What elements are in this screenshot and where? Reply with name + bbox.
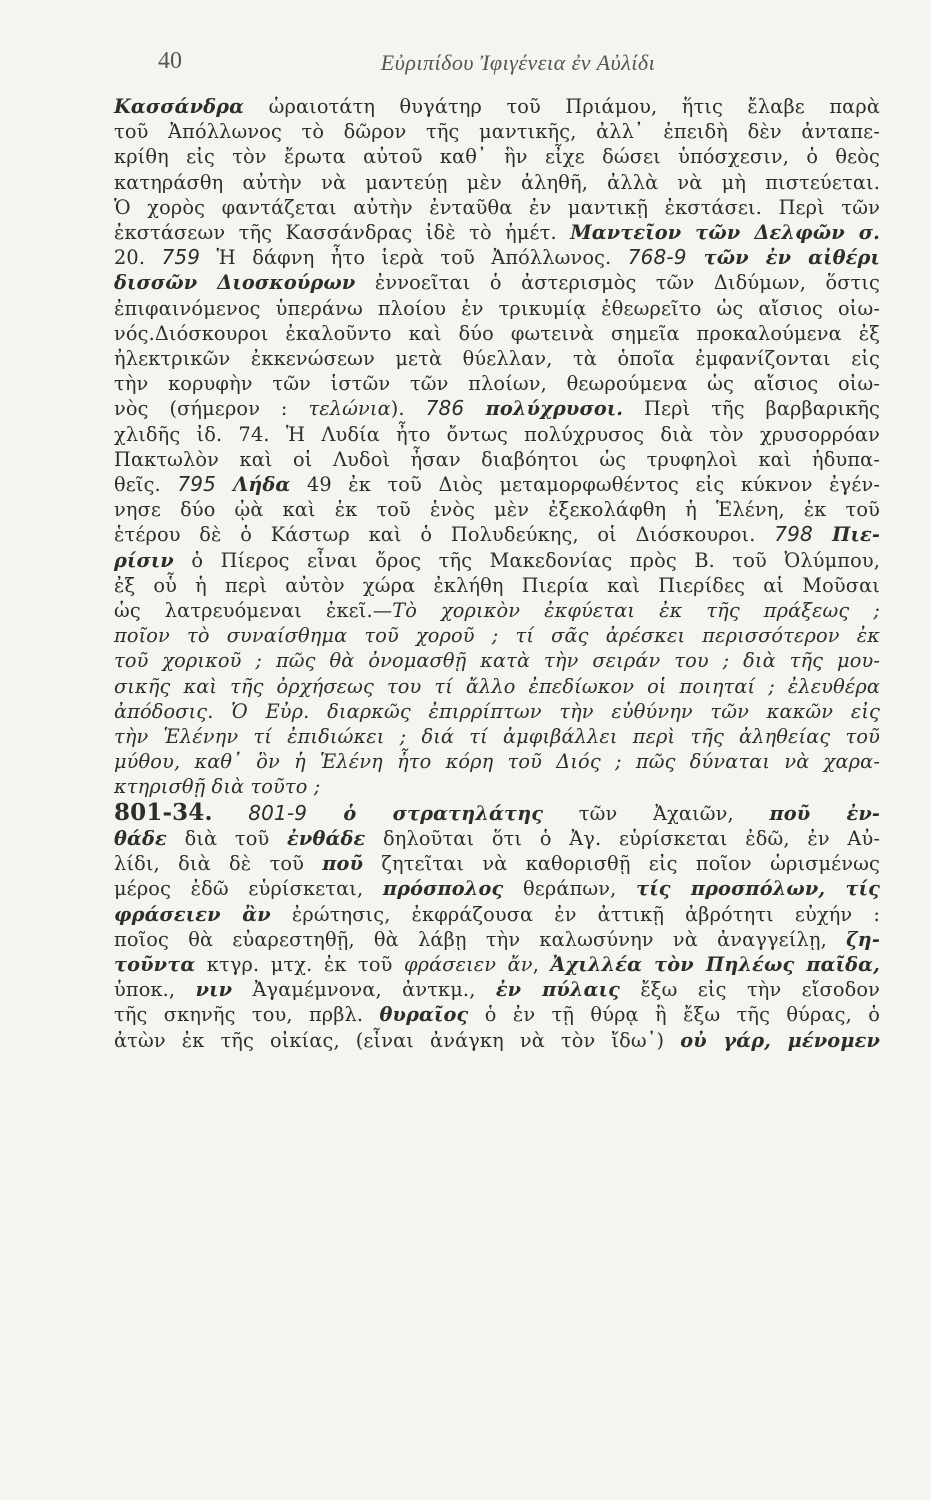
text-run: τῶν Ἀχαιῶν,	[543, 801, 770, 825]
text-run: ,	[532, 952, 551, 976]
text-line	[114, 977, 880, 1002]
text-line	[114, 119, 880, 144]
text-line	[114, 699, 880, 724]
text-run: νός.Διόσκουροι ἐκαλοῦντο καὶ δύο φωτεινὰ σημεῖα προκαλούμενα ἐξ	[114, 321, 880, 345]
text-run: ὁ στρατηλάτης	[307, 801, 544, 825]
text-run: ἐννοεῖται ὁ ἀστερισμὸς τῶν Διδύμων, ὅστις	[355, 271, 880, 295]
text-line	[114, 902, 880, 927]
text-line	[114, 245, 880, 270]
text-run: τὴν κορυφὴν τῶν ἱστῶν τῶν πλοίων, θεωρούμενα ὡς αἴσιος οἰω-	[114, 372, 880, 396]
text-run: Ἀγαμέμνονα, ἀντκμ.,	[232, 978, 496, 1002]
text-line	[114, 648, 880, 673]
text-run: ἠλεκτρικῶν ἐκκενώσεων μετὰ θύελλαν, τὰ ὁποῖα ἐμφανίζονται εἰς	[114, 347, 880, 371]
text-run: φράσειεν ἄν	[403, 952, 533, 976]
text-line	[114, 927, 880, 952]
text-run: φράσειεν ἂν	[114, 902, 271, 926]
page-number: 40	[158, 48, 182, 74]
text-run: ἑτέρου δὲ ὁ Κάστωρ καὶ ὁ Πολυδεύκης, οἱ Διόσκουροι.	[114, 523, 775, 547]
text-run: ἔξω εἰς τὴν εἴσοδον	[619, 978, 880, 1002]
text-line	[114, 952, 880, 977]
text-line	[114, 826, 880, 851]
text-run: ἐκστάσεων τῆς Κασσάνδρας ἰδὲ τὸ ἡμέτ.	[114, 221, 571, 245]
text-run: δηλοῦται ὅτι ὁ Ἀγ. εὑρίσκεται ἐδῶ, ἐν Αὐ-	[365, 826, 880, 850]
text-run: κτγρ. μτχ. ἐκ τοῦ	[195, 952, 404, 976]
text-line	[114, 472, 880, 497]
text-run: θεράπων,	[503, 877, 637, 901]
text-line	[114, 321, 880, 346]
text-run: Περὶ τῆς βαρβαρικῆς	[623, 397, 881, 421]
text-run: 801-34.	[114, 798, 213, 826]
text-line	[114, 1002, 880, 1027]
text-run: νησε δύο ᾠὰ καὶ ἐκ τοῦ ἑνὸς μὲν ἐξεκολάφθη ἡ Ἑλένη, ἐκ τοῦ	[114, 498, 880, 522]
text-run: 786	[425, 396, 465, 421]
text-line	[114, 598, 880, 623]
text-run: ὡς λατρευόμεναι ἐκεῖ.—	[114, 599, 393, 623]
text-line	[114, 548, 880, 573]
text-run: κτηρισθῇ διὰ τοῦτο ;	[114, 775, 321, 799]
text-line	[114, 144, 880, 169]
text-run: ὁ Πίερος εἶναι ὄρος τῆς Μακεδονίας πρὸς Β. τοῦ Ὀλύμπου,	[173, 548, 880, 572]
text-run: Ἡ δάφνη ἦτο ἱερὰ τοῦ Ἀπόλλωνος.	[200, 246, 628, 270]
text-run: μέρος ἐδῶ εὑρίσκεται,	[114, 877, 383, 901]
text-run: οὐ γάρ, μένομεν	[680, 1028, 880, 1052]
text-run: ποῖον τὸ συναίσθημα τοῦ χοροῦ ; τί σᾶς ἀρέσκει περισσότερον ἐκ	[114, 624, 880, 648]
text-line	[114, 220, 880, 245]
text-run: τῶν ἐν αἰθέρι	[686, 246, 880, 270]
commentary-text	[114, 94, 880, 1053]
text-run: Ὁ χορὸς φαντάζεται αὐτὴν ἐνταῦθα ἐν μαντικῇ ἐκστάσει. Περὶ τῶν	[114, 195, 880, 219]
text-run: θυραῖος	[379, 1003, 469, 1027]
text-run: τίς προσπόλων, τίς	[636, 877, 880, 901]
text-run: θεῖς.	[114, 473, 178, 497]
text-run: 49 ἐκ τοῦ Διὸς μεταμορφωθέντος εἰς κύκνον ἐγέν-	[290, 473, 880, 497]
text-run: ἐπιφαινόμενος ὑπεράνω πλοίου ἐν τρικυμίᾳ ἐθεωρεῖτο ὡς αἴσιος οἰω-	[114, 296, 880, 320]
text-run: λίδι, διὰ δὲ τοῦ	[114, 852, 323, 876]
text-run: θάδε	[114, 826, 167, 850]
running-title: Εὐριπίδου Ἰφιγένεια ἐν Αὐλίδι	[380, 50, 656, 75]
text-line	[114, 422, 880, 447]
text-run: ἀτὼν ἐκ τῆς οἰκίας, (εἶναι ἀνάγκη νὰ τὸν ἴδω᾽)	[114, 1028, 681, 1052]
text-run: ζη-	[846, 927, 880, 951]
text-run: 795	[177, 472, 216, 497]
text-run: 759	[161, 245, 201, 270]
text-run: νὸς (σήμερον :	[114, 397, 309, 421]
text-run: 798	[774, 522, 813, 547]
text-line	[114, 1028, 880, 1053]
text-run: τοῦ χορικοῦ ; πῶς θὰ ὀνομασθῇ κατὰ τὴν σειράν του ; διὰ τῆς μου-	[114, 649, 880, 673]
text-run: τὴν Ἑλένην τί ἐπιδιώκει ; διά τί ἀμφιβάλλει περὶ τῆς ἀληθείας τοῦ	[114, 725, 880, 749]
text-line	[114, 195, 880, 220]
text-run: μύθου, καθ᾽ ὃν ἡ Ἑλένη ἦτο κόρη τοῦ Διός ; πῶς δύναται νὰ χαρα-	[114, 750, 880, 774]
text-line	[114, 674, 880, 699]
text-line	[114, 170, 880, 195]
text-run: ποῦ ἐν-	[769, 801, 881, 825]
page-header	[158, 48, 878, 88]
text-line	[114, 876, 880, 901]
text-run: ἐξ οὗ ἡ περὶ αὐτὸν χώρα ἐκλήθη Πιερία καὶ Πιερίδες αἱ Μοῦσαι	[114, 573, 880, 597]
text-run: κατηράσθη αὐτὴν νὰ μαντεύῃ μὲν ἀληθῆ, ἀλλὰ νὰ μὴ πιστεύεται.	[114, 170, 880, 194]
text-line	[114, 497, 880, 522]
text-line	[114, 371, 880, 396]
text-run: Τὸ χορικὸν ἐκφύεται ἐκ τῆς πράξεως ;	[392, 599, 880, 623]
text-run: ἐνθάδε	[287, 826, 366, 850]
text-line	[114, 774, 880, 799]
text-run: 801-9	[248, 800, 308, 825]
text-run: ἀπόδοσις. Ὁ Εὐρ. διαρκῶς ἐπιρρίπτων τὴν εὐθύνην τῶν κακῶν εἰς	[114, 699, 880, 723]
text-line	[114, 851, 880, 876]
text-run: ζητεῖται νὰ καθορισθῇ εἰς ποῖον ὡρισμένως	[363, 852, 880, 876]
text-run: χλιδῆς ἰδ. 74. Ἡ Λυδία ἦτο ὄντως πολύχρυσος διὰ τὸν χρυσορρόαν	[114, 422, 880, 446]
text-run: πολύχρυσοι.	[464, 397, 624, 421]
text-line	[114, 296, 880, 321]
text-run: ἐρώτησις, ἐκφράζουσα ἐν ἀττικῇ ἀβρότητι εὐχήν :	[270, 902, 880, 926]
text-line	[114, 396, 880, 421]
text-run: ὡραιοτάτη θυγάτηρ τοῦ Πριάμου, ἥτις ἔλαβε παρὰ	[244, 95, 880, 118]
text-run: ὑποκ.,	[114, 978, 196, 1002]
text-run: Μαντεῖον τῶν Δελφῶν σ.	[570, 221, 880, 245]
text-run: 20.	[114, 246, 162, 270]
text-run: τῆς σκηνῆς του, πρβλ.	[114, 1003, 380, 1027]
text-run: σικῆς καὶ τῆς ὀρχήσεως του τί ἄλλο ἐπεδίωκον οἱ ποιηταί ; ἐλευθέρα	[114, 674, 880, 698]
text-run: διὰ τοῦ	[166, 826, 288, 850]
text-line	[114, 573, 880, 598]
text-run: νιν	[195, 978, 233, 1002]
text-run: ποῦ	[322, 852, 364, 876]
text-run: ρίσιν	[114, 548, 174, 572]
text-run: Πιε-	[812, 523, 881, 547]
text-run: ἐν πύλαις	[495, 978, 620, 1002]
text-run: Κασσάνδρα	[114, 95, 245, 118]
text-run: τελώνια	[308, 397, 391, 421]
text-line	[114, 94, 880, 119]
text-run: ).	[390, 397, 426, 421]
text-run	[213, 802, 249, 825]
text-run: ὁ ἐν τῇ θύρᾳ ἢ ἔξω τῆς θύρας, ὁ	[468, 1003, 880, 1027]
text-line	[114, 447, 880, 472]
text-line	[114, 623, 880, 648]
text-line	[114, 749, 880, 774]
text-run: Ἀχιλλέα τὸν Πηλέως παῖδα,	[550, 952, 881, 976]
text-run: τοῦντα	[114, 952, 196, 976]
text-run: κρίθη εἰς τὸν ἔρωτα αὐτοῦ καθ᾽ ἣν εἶχε δώσει ὑπόσχεσιν, ὁ θεὸς	[114, 145, 880, 169]
text-run: πρόσπολος	[382, 877, 504, 901]
text-run: Λήδα	[215, 473, 291, 497]
text-run: δισσῶν Διοσκούρων	[114, 271, 356, 295]
text-line	[114, 800, 880, 826]
text-run: τοῦ Ἀπόλλωνος τὸ δῶρον τῆς μαντικῆς, ἀλλ᾽ ἐπειδὴ δὲν ἀνταπε-	[114, 120, 880, 144]
text-run: Πακτωλὸν καὶ οἱ Λυδοὶ ἦσαν διαβόητοι ὡς τρυφηλοὶ καὶ ἡδυπα-	[114, 447, 880, 471]
text-line	[114, 522, 880, 547]
text-run: ποῖος θὰ εὐαρεστηθῇ, θὰ λάβῃ τὴν καλωσύνην νὰ ἀναγγείλῃ,	[114, 927, 847, 951]
text-line	[114, 346, 880, 371]
text-run: 768-9	[627, 245, 687, 270]
text-line	[114, 724, 880, 749]
text-line	[114, 270, 880, 295]
